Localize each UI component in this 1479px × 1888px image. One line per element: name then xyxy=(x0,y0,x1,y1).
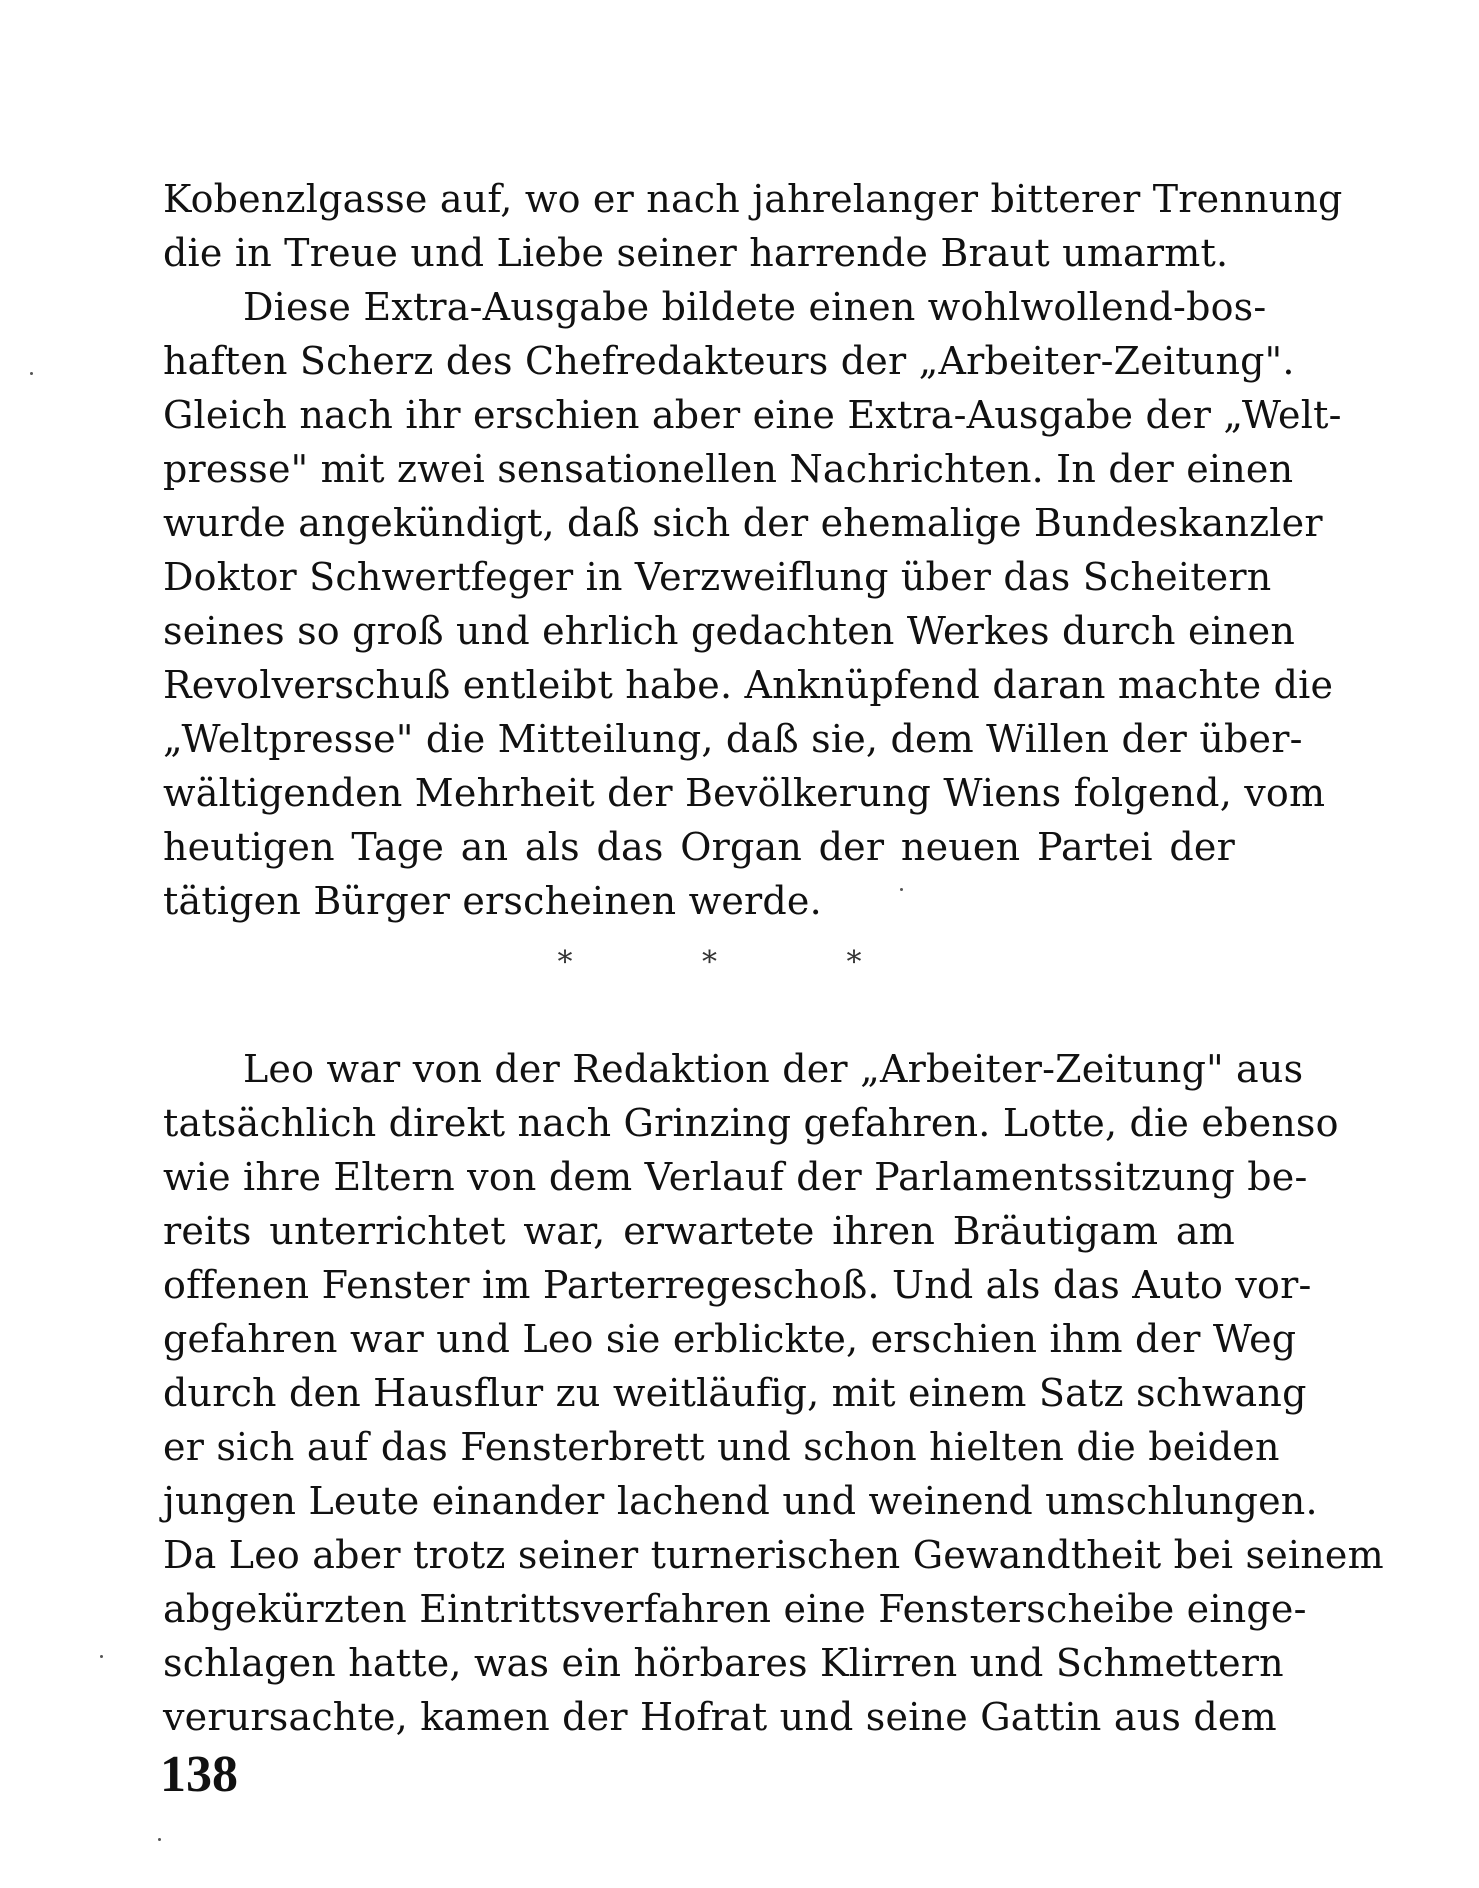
text-line: presse" mit zwei sensationellen Nachrichten. In der einen xyxy=(163,447,1294,491)
text-line: haften Scherz des Chefredakteurs der „Arbeiter-Zeitung". xyxy=(163,339,1295,383)
text-line: wurde angekündigt, daß sich der ehemalige Bundeskanzler xyxy=(163,501,1323,545)
scan-speck xyxy=(158,1838,161,1841)
text-line: die in Treue und Liebe seiner harrende Braut umarmt. xyxy=(163,231,1229,275)
text-line: Doktor Schwertfeger in Verzweiflung über das Scheitern xyxy=(163,555,1272,599)
section-separator: * * * xyxy=(557,945,922,980)
text-line: er sich auf das Fensterbrett und schon hielten die beiden xyxy=(163,1425,1280,1469)
text-line: Kobenzlgasse auf, wo er nach jahrelanger bitterer Trennung xyxy=(163,177,1343,221)
text-line: tatsächlich direkt nach Grinzing gefahren. Lotte, die ebenso xyxy=(163,1101,1339,1145)
text-line: Leo war von der Redaktion der „Arbeiter-Zeitung" aus xyxy=(243,1047,1304,1091)
text-line: wie ihre Eltern von dem Verlauf der Parlamentssitzung be- xyxy=(163,1155,1308,1199)
text-line: „Weltpresse" die Mitteilung, daß sie, dem Willen der über- xyxy=(163,717,1303,761)
paragraph-leo xyxy=(163,1042,1384,1744)
paragraph-extra-ausgabe xyxy=(163,280,1342,928)
page-number: 138 xyxy=(160,1746,238,1803)
text-line: seines so groß und ehrlich gedachten Werkes durch einen xyxy=(163,609,1296,653)
text-line: Diese Extra-Ausgabe bildete einen wohlwollend-bos- xyxy=(243,285,1267,329)
text-line: Revolverschuß entleibt habe. Anknüpfend daran machte die xyxy=(163,663,1334,707)
text-line: offenen Fenster im Parterregeschoß. Und als das Auto vor- xyxy=(163,1263,1312,1307)
text-line: schlagen hatte, was ein hörbares Klirren und Schmettern xyxy=(163,1641,1284,1685)
text-line: gefahren war und Leo sie erblickte, erschien ihm der Weg xyxy=(163,1317,1297,1361)
text-line: reits unterrichtet war, erwartete ihren Bräutigam am xyxy=(163,1209,1235,1253)
text-line: tätigen Bürger erscheinen werde. xyxy=(163,879,822,923)
text-line: jungen Leute einander lachend und weinend umschlungen. xyxy=(163,1479,1318,1523)
text-line: durch den Hausflur zu weitläufig, mit einem Satz schwang xyxy=(163,1371,1307,1415)
scan-speck xyxy=(900,888,903,891)
text-line: verursachte, kamen der Hofrat und seine Gattin aus dem xyxy=(163,1695,1277,1739)
text-line: Da Leo aber trotz seiner turnerischen Gewandtheit bei seinem xyxy=(163,1533,1384,1577)
scan-speck xyxy=(100,1655,103,1658)
text-line: heutigen Tage an als das Organ der neuen Partei der xyxy=(163,825,1235,869)
text-line: Gleich nach ihr erschien aber eine Extra-Ausgabe der „Welt- xyxy=(163,393,1342,437)
text-line: abgekürzten Eintrittsverfahren eine Fensterscheibe einge- xyxy=(163,1587,1307,1631)
text-line: wältigenden Mehrheit der Bevölkerung Wiens folgend, vom xyxy=(163,771,1326,815)
scan-speck xyxy=(30,372,33,375)
paragraph-continuation xyxy=(163,172,1343,280)
